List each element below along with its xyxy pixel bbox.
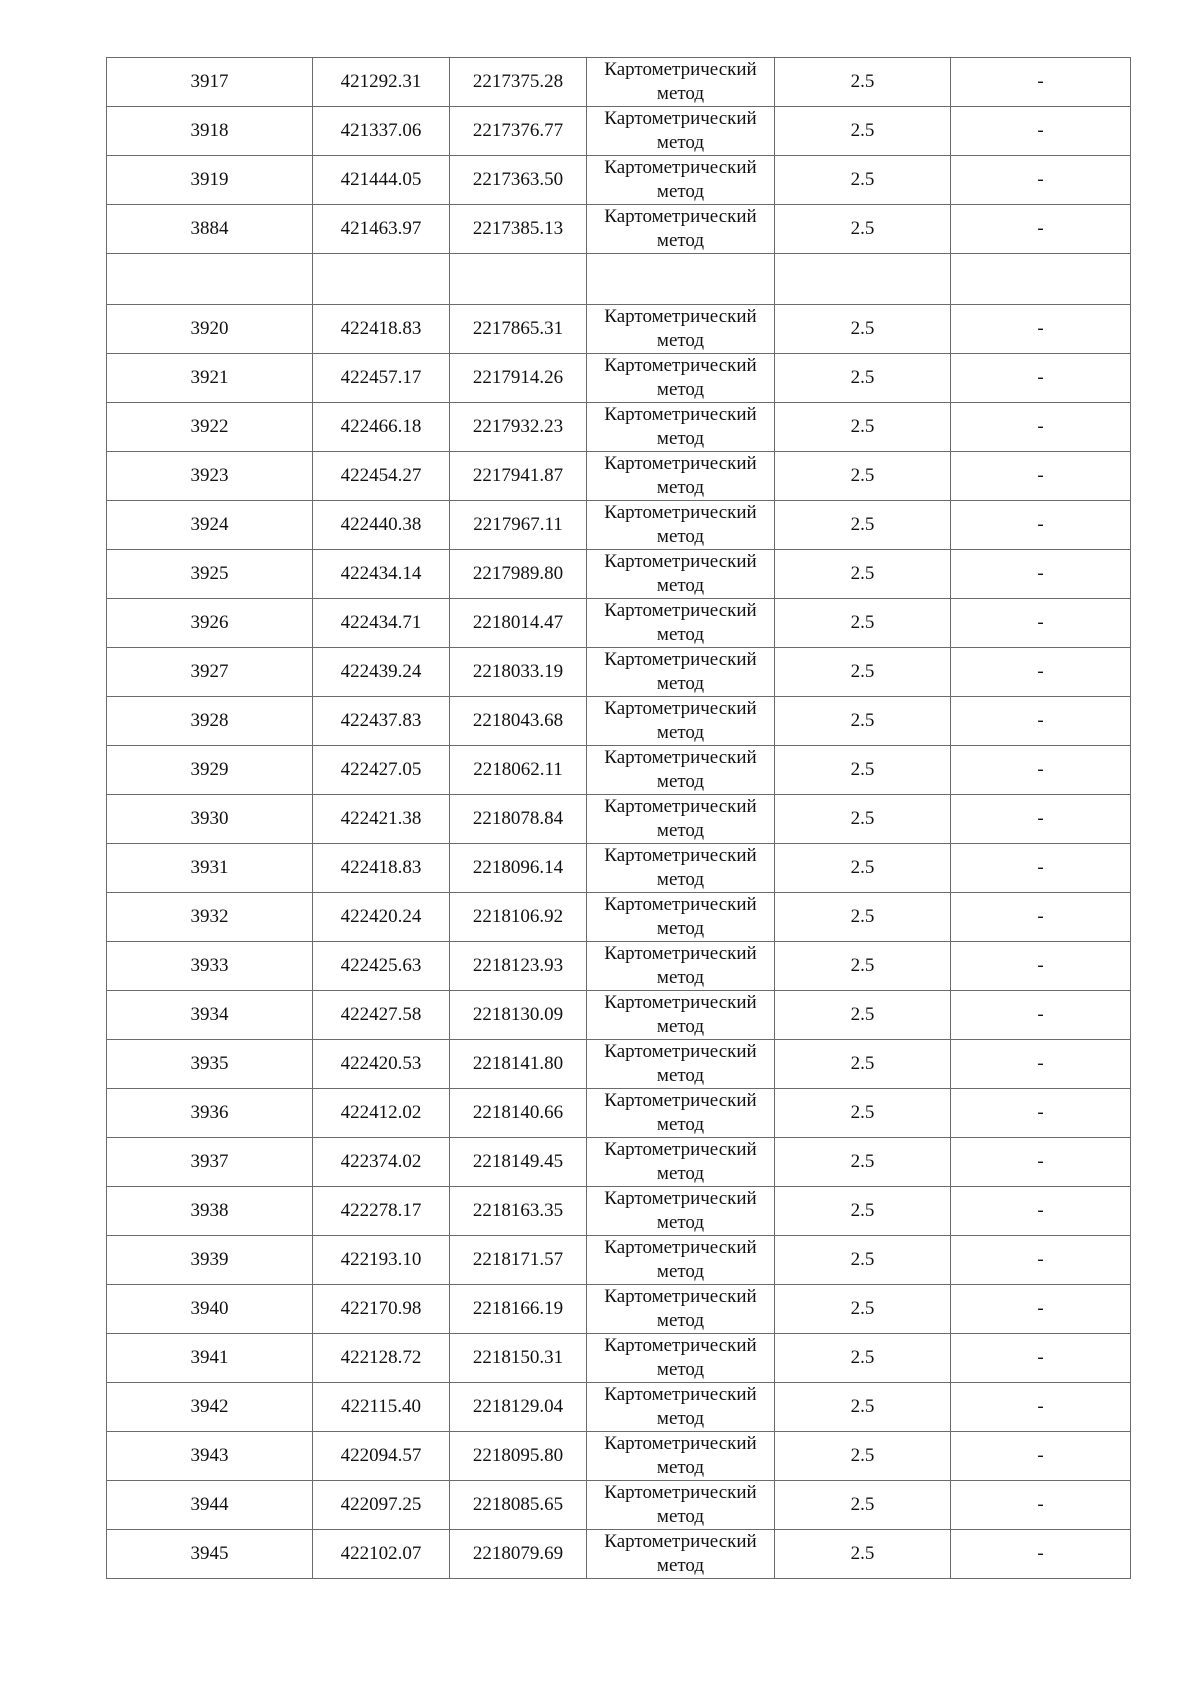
method-line-1: Картометрический [604,1188,757,1209]
x-coordinate-cell: 422434.14 [313,550,450,599]
note-cell: - [951,107,1131,156]
method-line-1: Картометрический [604,1090,757,1111]
table-row [107,697,1131,746]
y-coordinate-cell: 2218095.80 [450,1432,587,1481]
note-cell: - [951,1089,1131,1138]
table-row [107,1089,1131,1138]
method-line-2: метод [656,230,705,251]
point-number-cell: 3931 [107,844,313,893]
method-line-1: Картометрический [604,453,757,474]
note-cell: - [951,942,1131,991]
precision-cell [775,254,951,305]
point-number-cell: 3930 [107,795,313,844]
method-cell [587,205,775,254]
table-row [107,1481,1131,1530]
precision-cell: 2.5 [775,354,951,403]
x-coordinate-cell: 422466.18 [313,403,450,452]
method-line-2: метод [656,477,705,498]
x-coordinate-cell: 422427.05 [313,746,450,795]
x-coordinate-cell: 422420.24 [313,893,450,942]
point-number-cell: 3941 [107,1334,313,1383]
method-cell [587,1236,775,1285]
table-row [107,991,1131,1040]
x-coordinate-cell: 421463.97 [313,205,450,254]
y-coordinate-cell: 2218130.09 [450,991,587,1040]
table-row [107,1187,1131,1236]
x-coordinate-cell: 422418.83 [313,305,450,354]
y-coordinate-cell: 2218014.47 [450,599,587,648]
x-coordinate-cell: 422278.17 [313,1187,450,1236]
x-coordinate-cell: 421337.06 [313,107,450,156]
note-cell: - [951,1334,1131,1383]
x-coordinate-cell: 421292.31 [313,58,450,107]
table-row [107,1040,1131,1089]
method-cell [587,1334,775,1383]
y-coordinate-cell: 2218163.35 [450,1187,587,1236]
x-coordinate-cell: 422421.38 [313,795,450,844]
method-line-1: Картометрический [604,1286,757,1307]
method-cell [587,452,775,501]
method-cell [587,893,775,942]
method-line-1: Картометрический [604,894,757,915]
coordinates-table [106,57,1131,1579]
method-line-2: метод [656,330,705,351]
x-coordinate-cell: 422440.38 [313,501,450,550]
method-line-1: Картометрический [604,649,757,670]
point-number-cell: 3933 [107,942,313,991]
precision-cell: 2.5 [775,599,951,648]
method-line-2: метод [656,673,705,694]
table-row [107,1432,1131,1481]
table-row [107,893,1131,942]
method-line-1: Картометрический [604,600,757,621]
method-line-1: Картометрический [604,502,757,523]
method-cell [587,648,775,697]
point-number-cell: 3924 [107,501,313,550]
note-cell: - [951,403,1131,452]
precision-cell: 2.5 [775,1040,951,1089]
precision-cell: 2.5 [775,107,951,156]
note-cell: - [951,205,1131,254]
method-cell [587,1138,775,1187]
note-cell: - [951,156,1131,205]
table-row [107,107,1131,156]
method-line-2: метод [656,918,705,939]
method-line-1: Картометрический [604,551,757,572]
note-cell: - [951,550,1131,599]
point-number-cell [107,254,313,305]
y-coordinate-cell: 2217363.50 [450,156,587,205]
point-number-cell: 3934 [107,991,313,1040]
table-row [107,501,1131,550]
point-number-cell: 3939 [107,1236,313,1285]
method-line-2: метод [656,1016,705,1037]
point-number-cell: 3929 [107,746,313,795]
table-row [107,1285,1131,1334]
precision-cell: 2.5 [775,746,951,795]
precision-cell: 2.5 [775,1334,951,1383]
table-row [107,599,1131,648]
method-line-2: метод [656,379,705,400]
note-cell: - [951,1040,1131,1089]
note-cell: - [951,501,1131,550]
method-line-2: метод [656,526,705,547]
method-cell [587,58,775,107]
y-coordinate-cell: 2218129.04 [450,1383,587,1432]
point-number-cell: 3942 [107,1383,313,1432]
y-coordinate-cell: 2218062.11 [450,746,587,795]
method-cell [587,844,775,893]
y-coordinate-cell: 2218033.19 [450,648,587,697]
x-coordinate-cell: 422115.40 [313,1383,450,1432]
method-line-1: Картометрический [604,992,757,1013]
y-coordinate-cell: 2218140.66 [450,1089,587,1138]
precision-cell: 2.5 [775,844,951,893]
x-coordinate-cell: 422097.25 [313,1481,450,1530]
method-line-2: метод [656,1310,705,1331]
method-line-2: метод [656,1212,705,1233]
point-number-cell: 3927 [107,648,313,697]
table-row [107,452,1131,501]
precision-cell: 2.5 [775,205,951,254]
y-coordinate-cell: 2218171.57 [450,1236,587,1285]
method-cell [587,1481,775,1530]
method-cell [587,107,775,156]
y-coordinate-cell: 2218096.14 [450,844,587,893]
x-coordinate-cell: 422425.63 [313,942,450,991]
y-coordinate-cell: 2217989.80 [450,550,587,599]
y-coordinate-cell: 2217941.87 [450,452,587,501]
y-coordinate-cell: 2218150.31 [450,1334,587,1383]
method-line-2: метод [656,181,705,202]
point-number-cell: 3944 [107,1481,313,1530]
table-row [107,746,1131,795]
method-line-2: метод [656,869,705,890]
x-coordinate-cell: 422170.98 [313,1285,450,1334]
note-cell: - [951,305,1131,354]
point-number-cell: 3935 [107,1040,313,1089]
precision-cell: 2.5 [775,1187,951,1236]
method-line-1: Картометрический [604,1531,757,1552]
method-line-1: Картометрический [604,943,757,964]
note-cell: - [951,795,1131,844]
y-coordinate-cell: 2218123.93 [450,942,587,991]
method-cell [587,697,775,746]
x-coordinate-cell: 422420.53 [313,1040,450,1089]
method-cell [587,1530,775,1579]
x-coordinate-cell [313,254,450,305]
method-line-2: метод [656,722,705,743]
precision-cell: 2.5 [775,942,951,991]
y-coordinate-cell: 2217967.11 [450,501,587,550]
precision-cell: 2.5 [775,156,951,205]
precision-cell: 2.5 [775,893,951,942]
empty-table-row [107,254,1131,305]
method-cell [587,1187,775,1236]
method-line-2: метод [656,1163,705,1184]
method-line-1: Картометрический [604,845,757,866]
y-coordinate-cell: 2218106.92 [450,893,587,942]
precision-cell: 2.5 [775,1432,951,1481]
note-cell: - [951,746,1131,795]
point-number-cell: 3926 [107,599,313,648]
y-coordinate-cell: 2218078.84 [450,795,587,844]
precision-cell: 2.5 [775,305,951,354]
y-coordinate-cell: 2218149.45 [450,1138,587,1187]
x-coordinate-cell: 422412.02 [313,1089,450,1138]
precision-cell: 2.5 [775,1383,951,1432]
note-cell: - [951,354,1131,403]
point-number-cell: 3922 [107,403,313,452]
point-number-cell: 3940 [107,1285,313,1334]
method-line-2: метод [656,967,705,988]
method-cell [587,403,775,452]
precision-cell: 2.5 [775,1236,951,1285]
method-line-1: Картометрический [604,1237,757,1258]
method-cell [587,1383,775,1432]
method-line-2: метод [656,771,705,792]
method-line-1: Картометрический [604,355,757,376]
note-cell: - [951,1187,1131,1236]
table-row [107,305,1131,354]
table-row [107,354,1131,403]
method-cell [587,550,775,599]
point-number-cell: 3945 [107,1530,313,1579]
method-line-2: метод [656,428,705,449]
table-row [107,58,1131,107]
table-row [107,1383,1131,1432]
method-cell [587,1089,775,1138]
note-cell: - [951,991,1131,1040]
table-row [107,648,1131,697]
y-coordinate-cell: 2218166.19 [450,1285,587,1334]
point-number-cell: 3937 [107,1138,313,1187]
point-number-cell: 3921 [107,354,313,403]
method-cell [587,746,775,795]
method-line-2: метод [656,1457,705,1478]
precision-cell: 2.5 [775,1285,951,1334]
note-cell: - [951,1481,1131,1530]
x-coordinate-cell: 421444.05 [313,156,450,205]
table-row [107,1530,1131,1579]
method-line-1: Картометрический [604,1041,757,1062]
x-coordinate-cell: 422193.10 [313,1236,450,1285]
y-coordinate-cell: 2217376.77 [450,107,587,156]
precision-cell: 2.5 [775,697,951,746]
method-line-1: Картометрический [604,698,757,719]
method-line-1: Картометрический [604,1384,757,1405]
method-line-1: Картометрический [604,206,757,227]
y-coordinate-cell: 2218079.69 [450,1530,587,1579]
x-coordinate-cell: 422374.02 [313,1138,450,1187]
method-cell [587,354,775,403]
point-number-cell: 3932 [107,893,313,942]
method-line-2: метод [656,1261,705,1282]
note-cell: - [951,1285,1131,1334]
note-cell: - [951,599,1131,648]
precision-cell: 2.5 [775,1089,951,1138]
table-row [107,156,1131,205]
note-cell: - [951,1432,1131,1481]
note-cell: - [951,1138,1131,1187]
precision-cell: 2.5 [775,795,951,844]
point-number-cell: 3919 [107,156,313,205]
table-row [107,550,1131,599]
y-coordinate-cell [450,254,587,305]
y-coordinate-cell: 2218043.68 [450,697,587,746]
method-cell [587,795,775,844]
method-line-1: Картометрический [604,1335,757,1356]
method-cell [587,254,775,305]
precision-cell: 2.5 [775,1530,951,1579]
method-line-2: метод [656,1359,705,1380]
table-body [107,58,1131,1579]
table-row [107,1138,1131,1187]
note-cell: - [951,1530,1131,1579]
y-coordinate-cell: 2217375.28 [450,58,587,107]
method-line-2: метод [656,820,705,841]
precision-cell: 2.5 [775,1481,951,1530]
precision-cell: 2.5 [775,452,951,501]
x-coordinate-cell: 422437.83 [313,697,450,746]
precision-cell: 2.5 [775,1138,951,1187]
note-cell: - [951,1236,1131,1285]
method-line-2: метод [656,1065,705,1086]
x-coordinate-cell: 422434.71 [313,599,450,648]
note-cell: - [951,893,1131,942]
method-line-2: метод [656,1555,705,1576]
table-row [107,942,1131,991]
point-number-cell: 3918 [107,107,313,156]
note-cell: - [951,58,1131,107]
note-cell: - [951,452,1131,501]
method-line-1: Картометрический [604,404,757,425]
method-line-2: метод [656,1114,705,1135]
point-number-cell: 3920 [107,305,313,354]
table-row [107,403,1131,452]
precision-cell: 2.5 [775,991,951,1040]
x-coordinate-cell: 422457.17 [313,354,450,403]
method-line-1: Картометрический [604,157,757,178]
table-row [107,205,1131,254]
y-coordinate-cell: 2217865.31 [450,305,587,354]
x-coordinate-cell: 422439.24 [313,648,450,697]
y-coordinate-cell: 2217932.23 [450,403,587,452]
method-line-1: Картометрический [604,1433,757,1454]
method-cell [587,942,775,991]
y-coordinate-cell: 2217914.26 [450,354,587,403]
method-line-2: метод [656,1506,705,1527]
method-line-2: метод [656,1408,705,1429]
method-cell [587,599,775,648]
method-line-2: метод [656,132,705,153]
method-line-2: метод [656,83,705,104]
table-row [107,1334,1131,1383]
method-line-1: Картометрический [604,796,757,817]
precision-cell: 2.5 [775,648,951,697]
y-coordinate-cell: 2217385.13 [450,205,587,254]
method-line-2: метод [656,575,705,596]
x-coordinate-cell: 422128.72 [313,1334,450,1383]
method-line-1: Картометрический [604,747,757,768]
x-coordinate-cell: 422094.57 [313,1432,450,1481]
method-line-1: Картометрический [604,59,757,80]
precision-cell: 2.5 [775,501,951,550]
method-line-2: метод [656,624,705,645]
method-line-1: Картометрический [604,306,757,327]
x-coordinate-cell: 422418.83 [313,844,450,893]
x-coordinate-cell: 422102.07 [313,1530,450,1579]
method-cell [587,156,775,205]
point-number-cell: 3928 [107,697,313,746]
method-cell [587,1432,775,1481]
x-coordinate-cell: 422427.58 [313,991,450,1040]
method-line-1: Картометрический [604,1482,757,1503]
table-row [107,795,1131,844]
precision-cell: 2.5 [775,58,951,107]
precision-cell: 2.5 [775,403,951,452]
method-line-1: Картометрический [604,108,757,129]
precision-cell: 2.5 [775,550,951,599]
method-line-1: Картометрический [604,1139,757,1160]
method-cell [587,991,775,1040]
y-coordinate-cell: 2218085.65 [450,1481,587,1530]
method-cell [587,501,775,550]
table-row [107,1236,1131,1285]
point-number-cell: 3943 [107,1432,313,1481]
point-number-cell: 3925 [107,550,313,599]
note-cell: - [951,1383,1131,1432]
table-row [107,844,1131,893]
note-cell: - [951,697,1131,746]
y-coordinate-cell: 2218141.80 [450,1040,587,1089]
method-cell [587,1040,775,1089]
method-cell [587,1285,775,1334]
note-cell [951,254,1131,305]
method-cell [587,305,775,354]
point-number-cell: 3923 [107,452,313,501]
point-number-cell: 3917 [107,58,313,107]
point-number-cell: 3936 [107,1089,313,1138]
note-cell: - [951,844,1131,893]
point-number-cell: 3884 [107,205,313,254]
x-coordinate-cell: 422454.27 [313,452,450,501]
point-number-cell: 3938 [107,1187,313,1236]
note-cell: - [951,648,1131,697]
